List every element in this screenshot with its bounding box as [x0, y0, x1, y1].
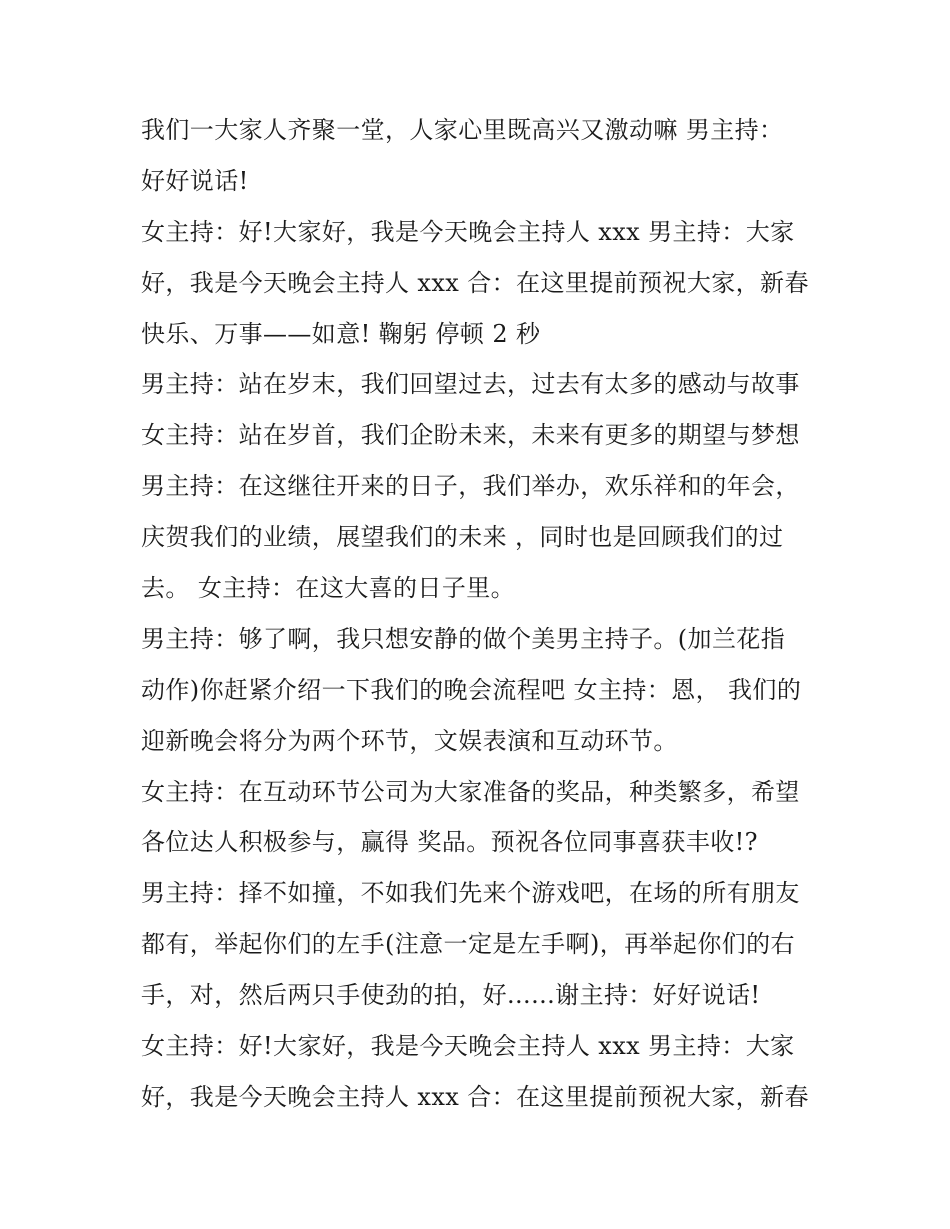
text-line: 女主持：站在岁首，我们企盼未来，未来有更多的期望与梦想 [141, 421, 800, 450]
text-line: 去。 女主持：在这大喜的日子里。 [141, 574, 516, 603]
text-line: 都有，举起你们的左手(注意一定是左手啊)，再举起你们的右 [141, 930, 795, 959]
text-line: 快乐、万事——如意! 鞠躬 停顿 2 秒 [141, 319, 541, 348]
text-line: 动作)你赶紧介绍一下我们的晚会流程吧 女主持：恩， 我们的 [141, 675, 802, 704]
text-line: 各位达人积极参与，赢得 奖品。预祝各位同事喜获丰收!? [141, 828, 758, 857]
script-text-block [141, 105, 821, 1123]
text-line: 男主持：在这继往开来的日子，我们举办，欢乐祥和的年会， [141, 472, 800, 501]
text-line: 好好说话! [141, 166, 249, 195]
text-line: 男主持：择不如撞，不如我们先来个游戏吧，在场的所有朋友 [141, 879, 800, 908]
text-line: 女主持：好!大家好，我是今天晚会主持人 xxx 男主持：大家 [141, 1032, 795, 1061]
text-line: 女主持：好!大家好，我是今天晚会主持人 xxx 男主持：大家 [141, 217, 795, 246]
text-line: 男主持：站在岁末，我们回望过去，过去有太多的感动与故事 [141, 370, 800, 399]
text-line: 手，对，然后两只手使劲的拍，好......谢主持：好好说话! [141, 981, 761, 1010]
text-line: 迎新晚会将分为两个环节，文娱表演和互动环节。 [141, 726, 678, 755]
text-line: 女主持：在互动环节公司为大家准备的奖品，种类繁多，希望 [141, 777, 800, 806]
text-line: 我们一大家人齐聚一堂，人家心里既高兴又激动嘛 男主持： [141, 116, 784, 144]
text-line: 男主持：够了啊，我只想安静的做个美男主持子。(加兰花指 [141, 624, 786, 653]
text-line: 好，我是今天晚会主持人 xxx 合：在这里提前预祝大家，新春 [141, 268, 809, 297]
text-line: 庆贺我们的业绩，展望我们的未来 ，同时也是回顾我们的过 [141, 523, 784, 552]
text-line: 好，我是今天晚会主持人 xxx 合：在这里提前预祝大家，新春 [141, 1082, 809, 1111]
